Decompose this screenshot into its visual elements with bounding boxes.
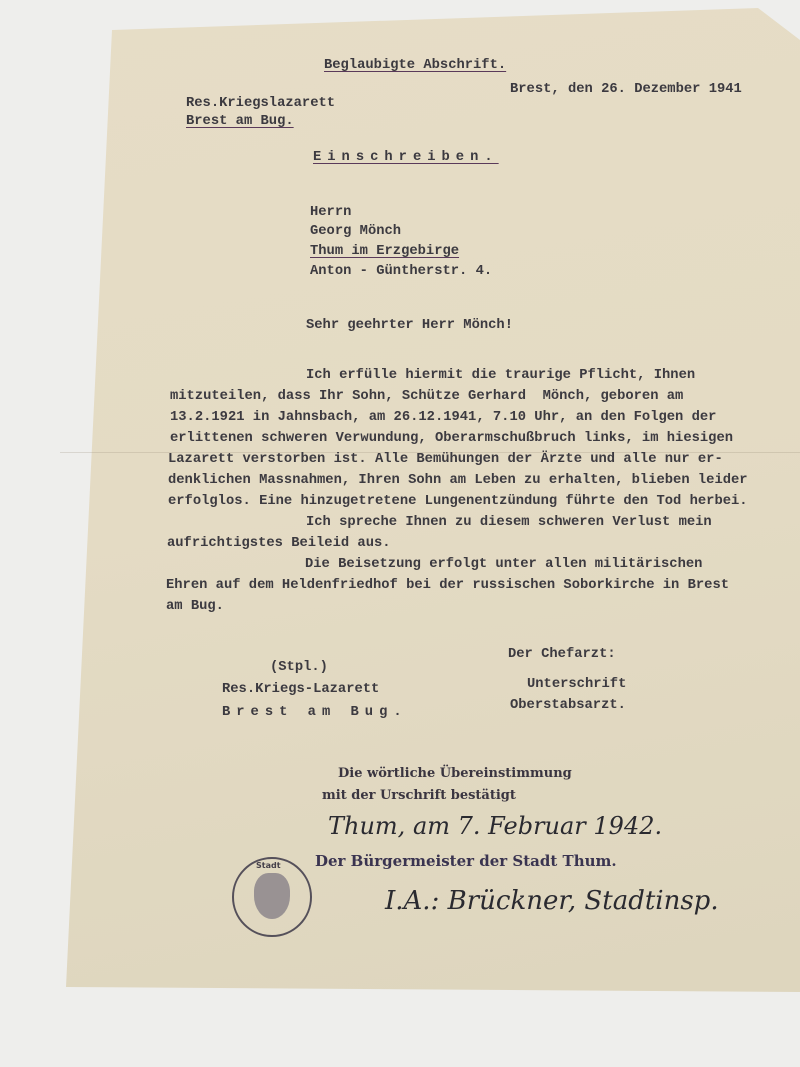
body-line: Ehren auf dem Heldenfriedhof bei der russischen Soborkirche in Brest [166, 578, 730, 593]
registered-mail-label: Einschreiben. [313, 150, 499, 165]
place-date: Brest, den 26. Dezember 1941 [510, 82, 742, 97]
seal-text: Stadt [256, 861, 281, 870]
body-line: erfolglos. Eine hinzugetretene Lungenentzündung führte den Tod herbei. [168, 494, 748, 509]
eagle-emblem-icon [254, 873, 290, 919]
mayor-stamp: Der Bürgermeister der Stadt Thum. [315, 852, 617, 870]
address-name: Georg Mönch [310, 224, 402, 239]
body-line: Die Beisetzung erfolgt unter allen militärischen [305, 557, 703, 572]
body-line: erlittenen schweren Verwundung, Oberarmschußbruch links, im hiesigen [170, 431, 734, 446]
body-line: denklichen Massnahmen, Ihren Sohn am Leben zu erhalten, blieben leider [168, 473, 748, 488]
sender-line-1: Res.Kriegslazarett [186, 96, 336, 111]
handwritten-signature: I.A.: Brückner, Stadtinsp. [385, 886, 719, 916]
body-line: aufrichtigstes Beileid aus. [167, 536, 391, 551]
certification-stamp-line-2: mit der Urschrift bestätigt [322, 788, 516, 803]
handwritten-date: Thum, am 7. Februar 1942. [328, 812, 663, 840]
sender-line-2: Brest am Bug. [186, 114, 294, 129]
signature-left-place: Brest am Bug. [222, 705, 408, 720]
certification-stamp-line-1: Die wörtliche Übereinstimmung [338, 766, 572, 781]
document-title: Beglaubigte Abschrift. [324, 58, 507, 73]
body-line: am Bug. [166, 599, 224, 614]
salutation: Sehr geehrter Herr Mönch! [306, 318, 513, 333]
signature-left-unit: Res.Kriegs-Lazarett [222, 682, 380, 697]
signature-label: Unterschrift [527, 677, 627, 692]
body-line: Ich erfülle hiermit die traurige Pflicht, Ihnen [306, 368, 696, 383]
body-line: mitzuteilen, dass Ihr Sohn, Schütze Gerhard Mönch, geboren am [170, 389, 684, 404]
address-city: Thum im Erzgebirge [310, 244, 460, 259]
address-herrn: Herrn [310, 205, 352, 220]
body-line: Lazarett verstorben ist. Alle Bemühungen der Ärzte und alle nur er- [168, 452, 723, 467]
city-seal [232, 857, 312, 937]
rank-label: Oberstabsarzt. [510, 698, 626, 713]
address-street: Anton - Güntherstr. 4. [310, 264, 493, 279]
stamp-placeholder: (Stpl.) [270, 660, 328, 675]
body-line: 13.2.1921 in Jahnsbach, am 26.12.1941, 7.10 Uhr, an den Folgen der [170, 410, 717, 425]
chief-physician-label: Der Chefarzt: [508, 647, 616, 662]
body-line: Ich spreche Ihnen zu diesem schweren Verlust mein [306, 515, 712, 530]
